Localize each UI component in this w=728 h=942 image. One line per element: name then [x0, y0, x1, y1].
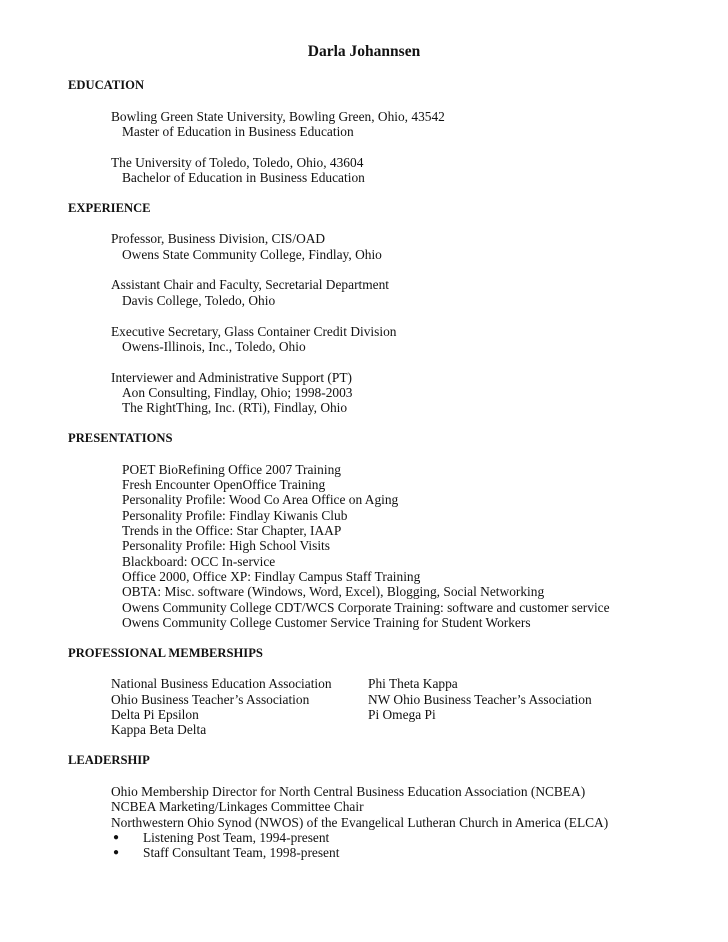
membership-item: Phi Theta Kappa [368, 676, 458, 692]
bullet-text: Listening Post Team, 1994-present [143, 829, 330, 845]
experience-heading: EXPERIENCE [68, 200, 151, 215]
presentations-heading: PRESENTATIONS [68, 430, 173, 445]
presentation-item: Blackboard: OCC In-service [122, 553, 276, 569]
membership-item: Pi Omega Pi [368, 707, 436, 723]
presentation-item: Personality Profile: Findlay Kiwanis Club [122, 507, 348, 523]
education-school: The University of Toledo, Toledo, Ohio, 43604 [111, 154, 364, 170]
bullet-icon: ● [113, 831, 120, 843]
presentation-item: Owens Community College Customer Service Training for Student Workers [122, 615, 531, 631]
education-school: Bowling Green State University, Bowling Green, Ohio, 43542 [111, 108, 445, 124]
experience-title: Professor, Business Division, CIS/OAD [111, 231, 326, 247]
presentation-item: OBTA: Misc. software (Windows, Word, Excel), Blogging, Social Networking [122, 584, 545, 600]
presentation-item: Fresh Encounter OpenOffice Training [122, 476, 326, 492]
membership-item: Ohio Business Teacher’s Association [111, 691, 310, 707]
leadership-item: Ohio Membership Director for North Central Business Education Association (NCBEA) [111, 783, 586, 799]
presentation-item: Trends in the Office: Star Chapter, IAAP [122, 522, 342, 538]
experience-title: Assistant Chair and Faculty, Secretarial Department [111, 277, 390, 293]
leadership-bullet [68, 845, 708, 860]
experience-employer: Owens-Illinois, Inc., Toledo, Ohio [122, 338, 306, 354]
resume-name [0, 43, 728, 61]
education-degree: Master of Education in Business Education [122, 124, 354, 140]
membership-row [68, 722, 708, 737]
memberships-heading: PROFESSIONAL MEMBERSHIPS [68, 645, 263, 660]
experience-employer: Davis College, Toledo, Ohio [122, 292, 276, 308]
bullet-icon: ● [113, 847, 120, 859]
presentation-item: Personality Profile: Wood Co Area Office on Aging [122, 492, 399, 508]
education-degree: Bachelor of Education in Business Education [122, 170, 365, 186]
resume-body [68, 78, 708, 861]
presentation-item: Office 2000, Office XP: Findlay Campus Staff Training [122, 569, 421, 584]
leadership-item: Northwestern Ohio Synod (NWOS) of the Evangelical Lutheran Church in America (ELCA) [111, 814, 609, 830]
experience-employer: The RightThing, Inc. (RTi), Findlay, Ohio [122, 400, 348, 416]
membership-row [68, 707, 708, 722]
presentation-item: POET BioRefining Office 2007 Training [122, 461, 341, 477]
experience-employer: Aon Consulting, Findlay, Ohio; 1998-2003 [122, 384, 353, 400]
bullet-text: Staff Consultant Team, 1998-present [143, 845, 340, 861]
membership-item: Kappa Beta Delta [111, 722, 207, 738]
education-heading: EDUCATION [68, 78, 145, 92]
presentation-item: Owens Community College CDT/WCS Corporate Training: software and customer service [122, 599, 610, 615]
experience-employer: Owens State Community College, Findlay, Ohio [122, 246, 382, 262]
membership-item: Delta Pi Epsilon [111, 707, 199, 723]
membership-row [68, 692, 708, 707]
leadership-bullet [68, 830, 708, 845]
leadership-heading: LEADERSHIP [68, 753, 150, 768]
presentation-item: Personality Profile: High School Visits [122, 538, 330, 554]
membership-item: NW Ohio Business Teacher’s Association [368, 691, 592, 707]
experience-title: Interviewer and Administrative Support (PT) [111, 369, 352, 385]
experience-title: Executive Secretary, Glass Container Credit Division [111, 323, 397, 339]
leadership-item: NCBEA Marketing/Linkages Committee Chair [111, 799, 364, 815]
membership-row [68, 676, 708, 691]
membership-item: National Business Education Association [111, 676, 332, 692]
name-text: Darla Johannsen [307, 43, 421, 60]
